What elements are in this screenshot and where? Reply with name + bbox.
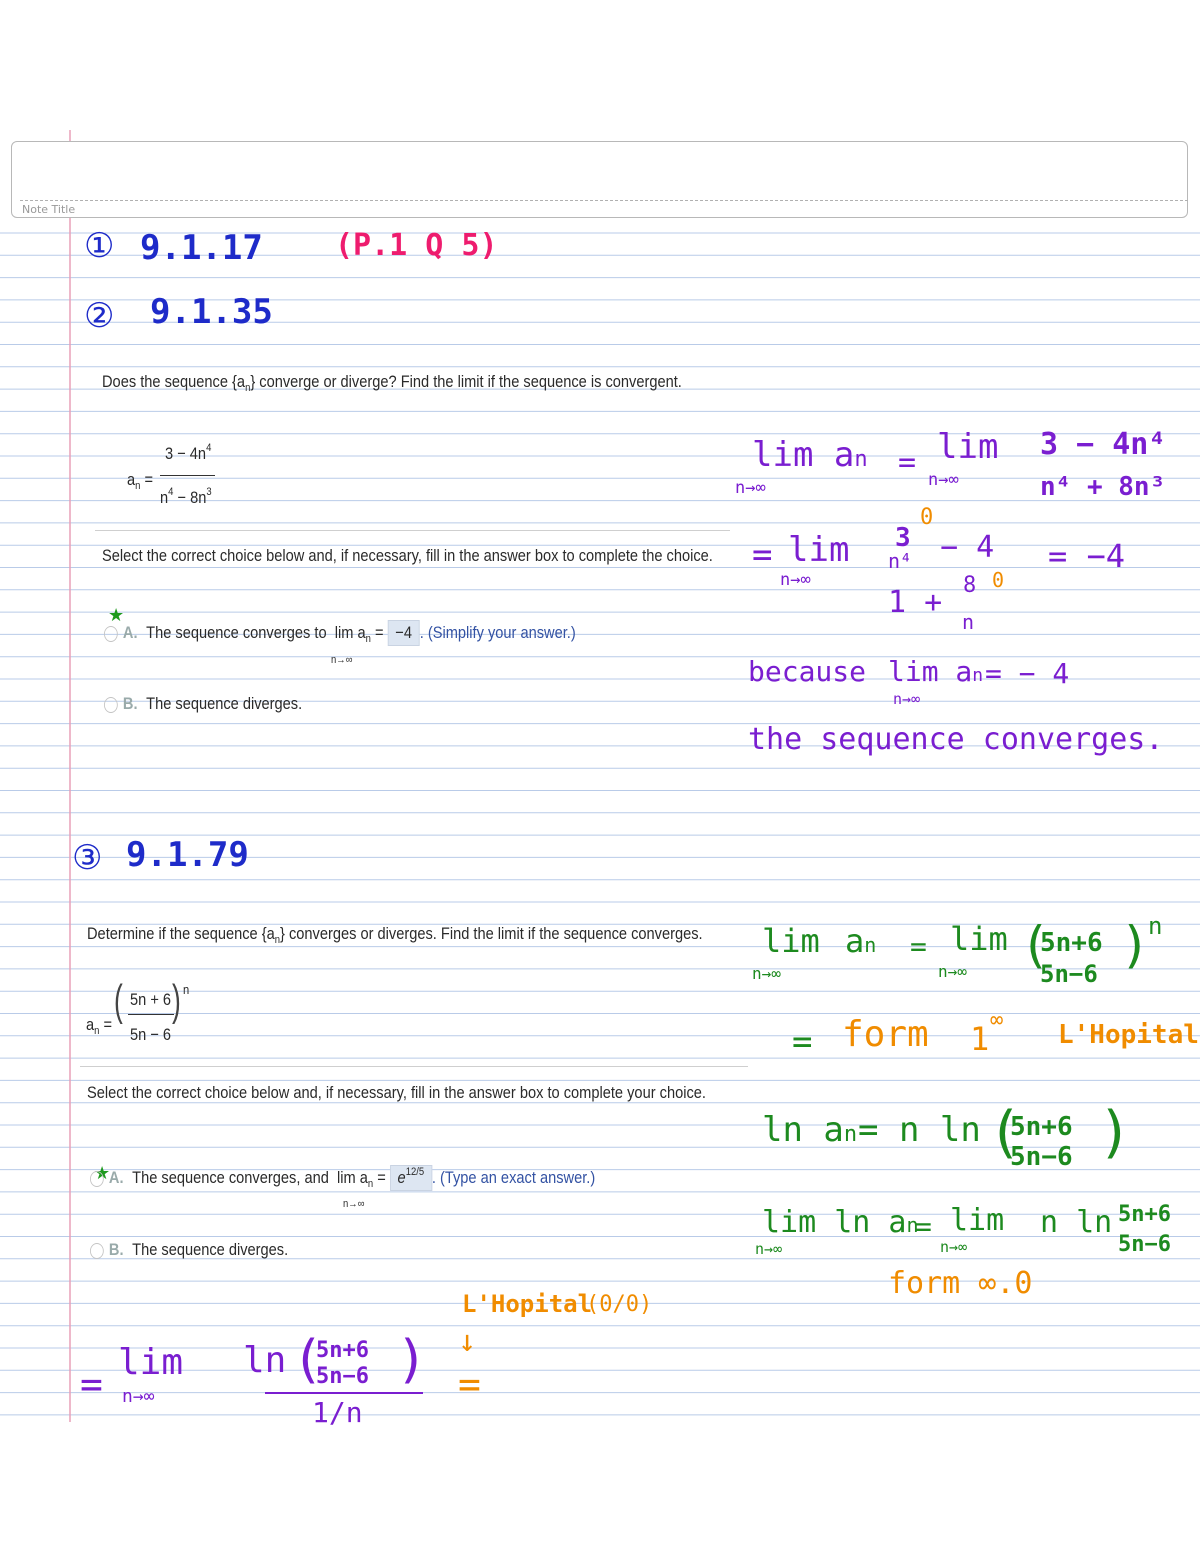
hw-p2-l2-lim: lim: [788, 530, 850, 570]
hw-p3-l4-lim2: lim: [950, 1203, 1005, 1238]
hw-p3-l2-inf: ∞: [990, 1008, 1004, 1033]
hw-p3-l7-den-main: 1/n: [312, 1396, 363, 1429]
problem-3-denominator: 5n − 6: [130, 1025, 172, 1044]
hw-p3-l3-lparen: (: [988, 1100, 1022, 1165]
problem-2-denominator: $n^4 - 8n^3$: [160, 486, 212, 507]
radio-icon[interactable]: [104, 626, 118, 642]
hw-p3-l1-den: 5n−6: [1040, 960, 1098, 988]
hw-p2-l3-lim: lim an: [888, 655, 984, 688]
hw-p3-l1-under2: n→∞: [938, 962, 967, 981]
problem-3-fraction-bar: [128, 1014, 174, 1015]
hw-p3-l1-lim2: lim: [950, 920, 1008, 958]
hw-p2-l2-num-c: − 4: [940, 530, 995, 565]
hw-p3-l1-exp: n: [1148, 912, 1163, 940]
hw-p3-l7-ln: ln: [243, 1340, 287, 1381]
correct-star-icon: ★: [94, 1163, 111, 1183]
hw-p3-l6-frac: (0/0): [586, 1292, 653, 1317]
hw-p2-l2-num-b: n⁴: [888, 549, 913, 573]
hw-p3-l4-eq: =: [915, 1210, 932, 1243]
problem-2-fraction-bar: [160, 475, 215, 476]
hw-p2-l2-result: = −4: [1048, 537, 1126, 575]
hw-p3-l7-den: 5n−6: [316, 1364, 369, 1389]
problem-2-lhs: $a_n$ =: [127, 470, 154, 492]
problem-2-option-b[interactable]: B. The sequence diverges.: [104, 694, 302, 714]
hw-p2-l3-because: because: [748, 655, 867, 688]
hw-p3-l7-num: 5n+6: [316, 1338, 369, 1363]
answer-box[interactable]: −4: [388, 620, 420, 646]
heading-3-number: ③: [72, 838, 103, 878]
hw-p3-l5-form: form ∞.0: [888, 1266, 1033, 1301]
hw-p2-l2-den-b: 8: [963, 573, 977, 598]
title-divider: [20, 200, 1188, 201]
hw-p3-l7-eq: =: [80, 1362, 103, 1406]
heading-3-text: 9.1.79: [126, 835, 249, 875]
problem-3-lhs: $a_n$ =: [86, 1015, 113, 1037]
hw-p3-l1-lparen: (: [1020, 916, 1051, 974]
problem-3-question: Determine if the sequence $\{a_n\}$ converges or diverges. Find the limit if the sequence converges.: [87, 924, 703, 946]
hw-p2-l2-zero1: 0: [920, 505, 934, 530]
hw-p2-l1-eq: =: [898, 445, 917, 480]
heading-2-text: 9.1.35: [150, 292, 273, 332]
hw-p3-l2-one: 1: [970, 1020, 990, 1058]
hw-p3-l1-a: an: [845, 922, 877, 960]
problem-3-instruction: Select the correct choice below and, if necessary, fill in the answer box to complete your choice.: [87, 1083, 706, 1102]
hw-p3-l7-rparen: ): [396, 1330, 428, 1390]
hw-p2-l2-eq: =: [752, 535, 773, 575]
hw-p3-l1-num: 5n+6: [1040, 928, 1103, 958]
heading-1-number: ①: [84, 226, 115, 266]
problem-3-exponent: n: [183, 982, 190, 997]
answer-box[interactable]: $e^{12/5}$: [390, 1165, 432, 1191]
hw-p3-l3-den: 5n−6: [1010, 1142, 1073, 1172]
note-title-box[interactable]: [11, 141, 1188, 218]
hw-p3-l4-den: 5n−6: [1118, 1232, 1171, 1257]
hw-p3-l4-rhs: n ln: [1040, 1205, 1113, 1240]
problem-2-instruction: Select the correct choice below and, if necessary, fill in the answer box to complete the choice.: [102, 546, 713, 565]
hw-p3-l7-lparen: (: [292, 1330, 324, 1390]
heading-1-reference: (P.1 Q 5): [335, 228, 498, 263]
radio-icon[interactable]: [90, 1243, 104, 1259]
right-paren: ): [172, 976, 181, 1025]
hw-p3-l1-eq: =: [910, 930, 927, 963]
heading-1-text: 9.1.17: [140, 228, 263, 268]
correct-star-icon: ★: [108, 605, 125, 625]
left-paren: (: [114, 976, 123, 1025]
hw-p3-l7-lim: lim: [118, 1342, 184, 1383]
hw-p3-l1-under: n→∞: [752, 964, 781, 983]
radio-icon[interactable]: [104, 697, 118, 713]
limit-subscript: n→∞: [343, 1198, 365, 1210]
problem-2-question: Does the sequence $\{a_n\}$ converge or diverge? Find the limit if the sequence is convergent.: [102, 372, 682, 394]
hw-p2-l4-conclusion: the sequence converges.: [748, 722, 1164, 757]
hw-p2-l3-result: = − 4: [985, 657, 1070, 690]
hw-p3-l2-form: form: [842, 1014, 929, 1055]
hw-p3-l1-rparen: ): [1120, 916, 1151, 974]
problem-3-option-b[interactable]: B. The sequence diverges.: [90, 1240, 288, 1260]
hw-p3-l3-num: 5n+6: [1010, 1112, 1073, 1142]
hw-p2-l2-num-a: 3: [895, 523, 911, 553]
hw-p3-l7-eq2: =: [458, 1362, 481, 1406]
hw-p3-l2-lhopital: L'Hopital: [1058, 1020, 1199, 1050]
hw-p3-l1-lim: lim: [762, 922, 820, 960]
hw-p3-l4-under: n→∞: [755, 1240, 783, 1258]
hw-p3-l2-eq: =: [792, 1022, 813, 1062]
hw-p2-l1-lim2: lim: [937, 427, 999, 467]
hw-p2-l2-den-c: n: [962, 610, 975, 634]
hw-p2-l3-under: n→∞: [893, 690, 921, 708]
hw-p2-l2-under: n→∞: [780, 570, 811, 590]
problem-3-option-a[interactable]: A. The sequence converges, and $\lim a_n = e^{12/5}$ . (Type an exact answer.): [90, 1165, 595, 1191]
hw-p2-l1-under: n→∞: [735, 478, 766, 498]
problem-3-numerator: 5n + 6: [130, 990, 172, 1009]
hw-p3-l4-num: 5n+6: [1118, 1202, 1171, 1227]
hw-p2-l1-num: 3 − 4n⁴: [1040, 427, 1167, 462]
hw-p3-l6-arrow: ↓: [458, 1324, 477, 1359]
hw-p3-l4-under2: n→∞: [940, 1238, 968, 1256]
hw-p2-l1-den: n⁴ + 8n³: [1040, 472, 1166, 502]
hw-p2-l2-den-a: 1 +: [888, 585, 943, 620]
radio-icon[interactable]: [90, 1171, 104, 1187]
problem-3-divider: [80, 1066, 748, 1067]
problem-2-divider: [95, 530, 730, 531]
hw-p2-l1-lim: lim an: [752, 435, 868, 475]
hw-p3-l3-ln: ln an: [762, 1110, 858, 1150]
problem-2-numerator: $3 - 4n^4$: [165, 442, 212, 463]
hw-p3-l6-lhopital: L'Hopital: [462, 1290, 593, 1318]
hw-p3-l7-under: n→∞: [122, 1386, 155, 1407]
hw-p3-l4-lim: lim ln an: [762, 1205, 919, 1240]
limit-subscript: n→∞: [331, 654, 353, 666]
hw-p3-l3-eq: = n ln: [858, 1110, 981, 1150]
problem-2-option-a[interactable]: A. The sequence converges to $\lim a_n = -4$ . (Simplify your answer.): [104, 620, 576, 646]
hw-p3-l7-bar: [265, 1392, 423, 1394]
note-title-placeholder[interactable]: Note Title: [22, 203, 76, 216]
hw-p2-l2-zero2: 0: [992, 568, 1005, 592]
hw-p3-l3-rparen: ): [1098, 1100, 1132, 1165]
heading-2-number: ②: [84, 296, 115, 336]
hw-p2-l1-under2: n→∞: [928, 470, 959, 490]
